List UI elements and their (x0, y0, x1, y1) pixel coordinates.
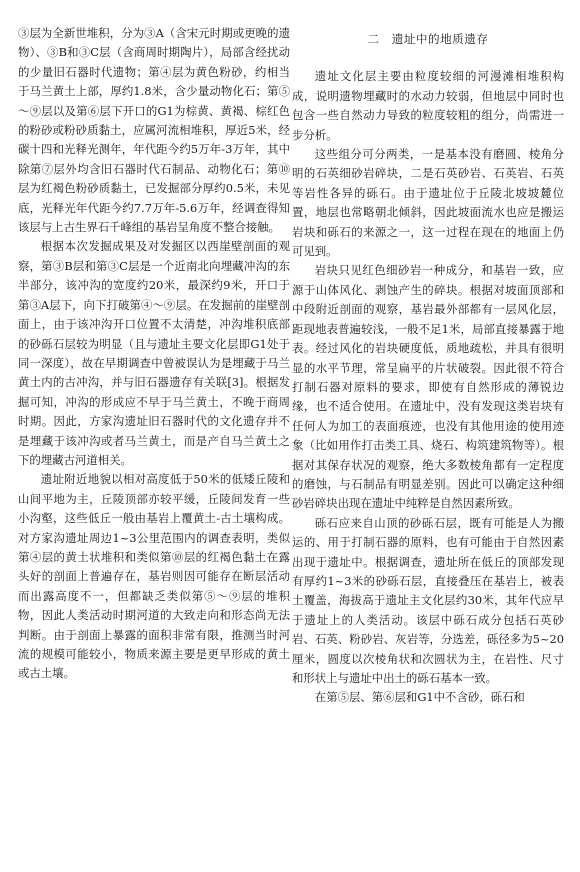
section-heading: 二 遗址中的地质遗存 (367, 32, 489, 46)
paragraph: 遗址文化层主要由粒度较细的河漫滩相堆积构成，说明遗物埋藏时的水动力较弱，但地层中同时也包含一些自然动力导致的粒度较粗的组分，尚需进一步分析。 (292, 69, 564, 142)
paragraph: 在第⑤层、第⑥层和G1中不含砂，砾石和 (314, 690, 525, 705)
paragraph: 砾石应来自山顶的砂砾石层，既有可能是人为搬运的、用于打制石器的原料，也有可能由于自然因素出现于遗址中。根据调查，遗址所在低丘的顶部发现有厚约1~3米的砂砾石层，直接叠压在基岩上，被表土覆盖，海拔高于遗址主文化层约30米，其年代应早于遗址上的人类活动。该层中砾石成分包括石英砂岩、石英、粉砂岩、灰岩等，分选差，砾径多为5~20厘米，圆度以次棱角状和次圆状为主，在岩性、尺寸和形状上与遗址中出土的砾石基本一致。 (292, 515, 564, 685)
paragraph: ③层为全新世堆积，分为③A（含宋元时期或更晚的遗物）、③B和③C层（含商周时期陶片），局部含经扰动的少量旧石器时代遗物；第④层为黄色粉砂，约相当于马兰黄土上部，厚约1.8米，含少量动物化石；第⑤～⑨层以及第⑥层下开口的G1为棕黄、黄褐、棕红色的粉砂或粉砂质黏土，应属河流相堆积，厚近5米，经碳十四和光释光测年，年代距今约5万年-3万年，其中除第⑦层外均含旧石器时代石制品、动物化石；第⑩层为红褐色粉砂质黏土，已发掘部分厚约0.5米，未见底，光释光年代距今约7.7万年-5.6万年，经调查得知该层与上古生界石千峰组的基岩呈角度不整合接触。 (18, 26, 290, 235)
left-column (18, 24, 290, 684)
paragraph: 岩块只见红色细砂岩一种成分，和基岩一致，应源于山体风化、剥蚀产生的碎块。根据对坡面顶部和中段附近剖面的观察，基岩最外部都有一层风化层，距现地表普遍较浅，一般不足1米，局部直接暴露于地表。经过风化的岩块硬度低，质地疏松，并具有很明显的水平节理，常呈扁平的片状破裂。因此很不符合打制石器对原料的要求，即使有自然形成的薄锐边缘，也不适合使用。在遗址中，没有发现这类岩块有任何人为加工的表面痕迹，也没有其他用途的使用迹象（比如用作打击类工具、烧石、构筑建筑物等）。根据对其保存状况的观察，绝大多数棱角都有一定程度的磨蚀，与石制品有明显差别。因此可以确定这种细砂岩碎块出现在遗址中纯粹是自然因素所致。 (292, 263, 564, 511)
right-column (292, 24, 564, 708)
paragraph: 这些组分可分两类，一是基本没有磨圆、棱角分明的石英细砂岩碎块，二是石英砂岩、石英岩、石英等岩性各异的砾石。由于遗址位于丘陵北坡坡麓位置，地层也常略朝北倾斜，因此坡面流水也应是搬运岩块和砾石的来源之一，这一过程在现在的地面上仍可见到。 (292, 147, 564, 259)
paragraph: 遗址附近地貌以相对高度低于50米的低矮丘陵和山间平地为主，丘陵顶部亦较平缓，丘陵间发育一些小沟壑，这些低丘一般由基岩上覆黄土-古土壤构成。对方家沟遗址周边1~3公里范围内的调查表明，类似第④层的黄土状堆积和类似第⑩层的红褐色黏土在露头好的剖面上普遍存在，基岩则因可能存在断层活动而出露高度不一，但都缺乏类似第⑤～⑨层的堆积物，因此人类活动时期河道的大致走向和形态尚无法判断。由于剖面上暴露的面积非常有限，推测当时河流的规模可能较小，物质来源主要是更早形成的黄土或古土壤。 (18, 472, 290, 681)
paragraph: 根据本次发掘成果及对发掘区以西崖壁剖面的观察，第③B层和第③C层是一个近南北向埋藏冲沟的东半部分，该冲沟的宽度约20米，最深约9米，开口于第③A层下，向下打破第④～⑨层。在发掘前的崖壁剖面上，由于该冲沟开口位置不太清楚，冲沟堆积底部的砂砾石层较为明显（且与遗址主要文化层即G1处于同一深度），故在早期调查中曾被误认为是埋藏于马兰黄土内的古冲沟，并与旧石器遗存有关联[3]。根据发掘可知，冲沟的形成应不早于马兰黄土，不晚于商周时期。因此，方家沟遗址旧石器时代的文化遗存并不是埋藏于该冲沟或者马兰黄土，而是产自马兰黄土之下的埋藏古河道相关。 (18, 239, 290, 467)
